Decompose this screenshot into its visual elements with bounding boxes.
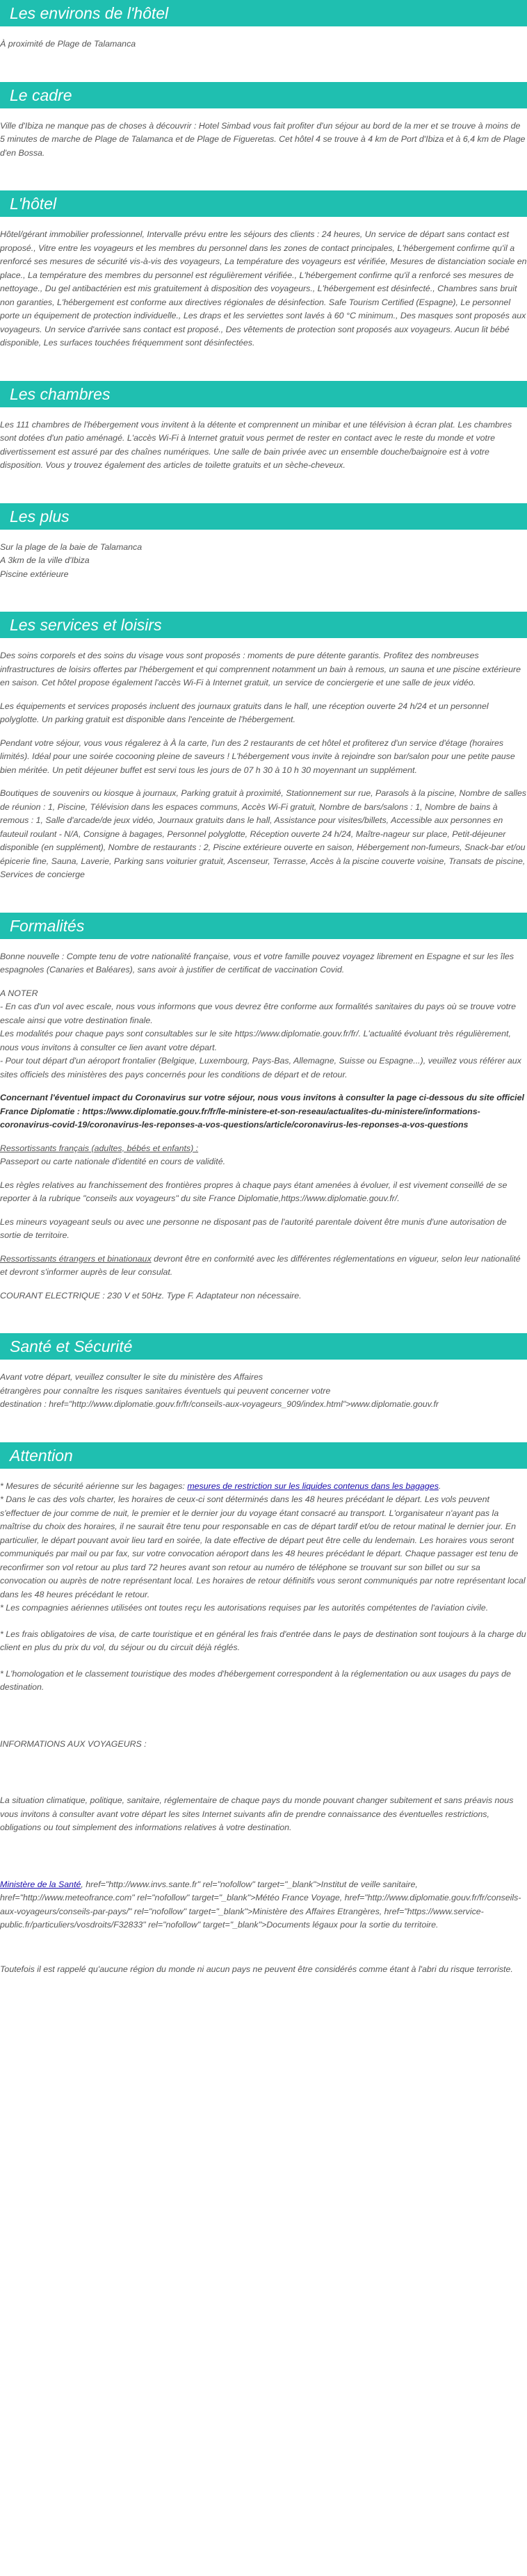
attention-bagages: * Mesures de sécurité aérienne sur les bagages: mesures de restriction sur les liquides contenus dans les bagages. <box>0 1481 441 1491</box>
section-attention <box>0 1442 527 1977</box>
section-title-attention: Attention <box>0 1442 527 1469</box>
attention-charter: * Dans le cas des vols charter, les horaires de ceux-ci sont déterminés dans les 48 heures précédant le départ. Les vols peuvent s'effectuer de jour comme de nuit, le premier et le dernier jour du voyage étant consacré au transport. L'organisateur n'ayant pas la maîtrise du choix des horaires, il ne saurait être tenu pour responsable en cas de départ tardif et/ou de retour matinal le dernier jour. En particulier, le départ pouvant avoir lieu tard en soirée, la date effective de départ peut être celle du lendemain. Les horaires vous seront communiqués par mail ou par fax, sur votre convocation aéroport dans les 48 heures précédant le départ. Chaque passager est tenu de reconfirmer son vol retour au plus tard 72 heures avant son retour au numéro de téléphone se trouvant sur son billet ou sur sa convocation ou auprès de notre représentant local. Les horaires de retour définitifs vous seront communiqués par notre représentant local dans les 48 heures précédant le retour. <box>0 1494 526 1599</box>
formalites-paragraph-1: Bonne nouvelle : Compte tenu de votre nationalité française, vous et votre famille pouvez voyagez librement en Espagne et sur les îles espagnoles (Canaries et Baléares), sans avoir à justifier de certificat de vaccination Covid. <box>0 951 514 975</box>
cadre-text: Ville d'Ibiza ne manque pas de choses à découvrir : Hotel Simbad vous fait profiter d'un séjour au bord de la mer et se trouve à moins de 5 minutes de marche de Plage de Talamanca et de Plage de Figueretas. Cet hôtel 4 se trouve à 4 km de Port d'Ibiza et à 6,4 km de Plage d'en Bossa. <box>0 120 526 158</box>
formalites-escale: - En cas d'un vol avec escale, nous vous informons que vous devrez être conforme aux formalités sanitaires du pays où se trouve votre escale ainsi que votre destination finale. <box>0 1002 517 1025</box>
plus-item: A 3km de la ville d'Ibiza <box>0 555 90 565</box>
services-paragraph-4: Boutiques de souvenirs ou kiosque à journaux, Parking gratuit à proximité, Stationnement sur rue, Parasols à la piscine, Nombre de salles de réunion : 1, Piscine, Télévision dans les espaces communs, Accès Wi-Fi gratuit, Nombre de bars/salons : 1, Nombre de bains à remous : 1, Salle d'arcade/de jeux vidéo, Journaux gratuits dans le hall, Assistance pour visites/billets, Accessible aux personnes en fauteuil roulant - N/A, Consigne à bagages, Personnel polyglotte, Réception ouverte 24 h/24, Maître-nageur sur place, Petit-déjeuner disponible (en supplément), Nombre de restaurants : 2, Piscine extérieure ouverte en saison, Hébergement non-fumeurs, Snack-bar et/ou épicerie fine, Sauna, Laverie, Parking sans voiturier gratuit, Ascenseur, Terrasse, Accès à la piscine couverte voisine, Transats de piscine, Services de concierge <box>0 788 526 879</box>
attention-text <box>0 1480 527 1977</box>
formalites-covid: Concernant l'éventuel impact du Coronavirus sur votre séjour, nous vous invitons à consulter la page ci-dessous du site officiel France Diplomatie : https://www.diplomatie.gouv.fr/fr/le-ministere-et-son-reseau/actualites-du-ministere/informations-coronavirus-covid-19/coronavirus-les-reponses-a-vos-questions/article/coronavirus-les-reponses-a-vos-questions <box>0 1093 524 1130</box>
attention-informations-label: INFORMATIONS AUX VOYAGEURS : <box>0 1738 147 1749</box>
section-environs <box>0 0 527 51</box>
formalites-courant: COURANT ELECTRIQUE : 230 V et 50Hz. Type F. Adaptateur non nécessaire. <box>0 1290 302 1301</box>
sante-text <box>0 1371 527 1412</box>
formalites-ressortissants-text: Passeport ou carte nationale d'identité en cours de validité. <box>0 1157 226 1166</box>
formalites-modalites: Les modalités pour chaque pays sont consultables sur le site https://www.diplomatie.gouv.fr/fr/. L'actualité évoluant très régulièrement, nous vous invitons à consulter ce lien avant votre départ. <box>0 1029 511 1052</box>
services-paragraph-3: Pendant votre séjour, vous vous régalerez à À la carte, l'un des 2 restaurants de cet hôtel et profiterez d'un service d'étage (horaires limités). Idéal pour une soirée cocooning pleine de saveurs ! L'hébergement vous invite à rejoindre son bar/salon pour une petite pause bien méritée. Un petit déjeuner buffet est servi tous les jours de 07 h 30 à 10 h 30 moyennant un supplément. <box>0 737 515 775</box>
section-cadre <box>0 82 527 161</box>
sante-line-2: étrangères pour connaître les risques sanitaires éventuels qui peuvent concerner votre <box>0 1385 331 1396</box>
section-services <box>0 612 527 882</box>
section-title-hotel: L'hôtel <box>0 190 527 217</box>
section-title-chambres: Les chambres <box>0 381 527 407</box>
attention-links: Ministère de la Santé, href="http://www.invs.sante.fr" rel="nofollow" target="_blank">Institut de veille sanitaire, href="http://www.meteofrance.com" rel="nofollow" target="_blank">Météo France Voyage, href="http://www.diplomatie.gouv.fr/fr/conseils-aux-voyageurs/conseils-par-pays/" rel="nofollow" target="_blank">Ministère des Affaires Etrangères, href="https://www.service-public.fr/particuliers/vosdroits/F32833" rel="nofollow" target="_blank">Documents légaux pour la sortie du territoire. <box>0 1879 521 1930</box>
services-paragraph-1: Des soins corporels et des soins du visage vous sont proposés : moments de pure détente garantis. Profitez des nombreuses infrastructures de loisirs offertes par l'hébergement et qui comprennent notamment un bain à remous, un sauna et une piscine extérieure en saison. Cet hôtel propose également l'accès Wi-Fi à Internet gratuit, un service de conciergerie et une salle de jeux vidéo. <box>0 651 521 687</box>
section-title-cadre: Le cadre <box>0 82 527 108</box>
attention-frais: * Les frais obligatoires de visa, de carte touristique et en général les frais d'entrée dans le pays de destination sont toujours à la charge du client en plus du prix du vol, du séjour ou du circuit déjà réglés. <box>0 1629 526 1652</box>
attention-compagnies: * Les compagnies aériennes utilisées ont toutes reçu les autorisations requises par les autorités compétentes de l'aviation civile. <box>0 1603 489 1613</box>
formalites-frontieres: Les règles relatives au franchissement des frontières propres à chaque pays étant amenées à évoluer, il est vivement conseillé de se reporter à la rubrique "conseils aux voyageurs" du site France Diplomatie,https://www.diplomatie.gouv.fr/. <box>0 1180 508 1203</box>
formalites-text <box>0 950 527 1303</box>
formalites-etrangers <box>0 1253 527 1280</box>
section-title-formalites: Formalités <box>0 913 527 939</box>
services-text <box>0 649 527 882</box>
section-plus <box>0 503 527 582</box>
formalites-etrangers-text: devront être en conformité avec les différentes réglementations en vigueur, selon leur nationalité et devront s'informer auprès de leur consulat. <box>0 1253 521 1277</box>
section-sante <box>0 1333 527 1412</box>
formalites-frontalier: - Pour tout départ d'un aéroport frontalier (Belgique, Luxembourg, Pays-Bas, Allemagne, Suisse ou Espagne...), veuillez vous référer aux sites officiels des ministères des pays concernés pour les conditions de départ et de retour. <box>0 1056 521 1079</box>
formalites-a-noter: A NOTER <box>0 988 38 998</box>
formalites-ressortissants-label: Ressortissants français (adultes, bébés et enfants) : <box>0 1143 199 1153</box>
formalites-mineurs: Les mineurs voyageant seuls ou avec une personne ne disposant pas de l'autorité parentale doivent être munis d'une autorisation de sortie de territoire. <box>0 1216 507 1240</box>
plus-item: Piscine extérieure <box>0 569 69 579</box>
plus-item: Sur la plage de la baie de Talamanca <box>0 541 143 552</box>
chambres-text: Les 111 chambres de l'hébergement vous invitent à la détente et comprennent un minibar et une télévision à écran plat. Les chambres sont dotées d'un patio aménagé. L'accès Wi-Fi à Internet gratuit vous permet de rester en contact avec le reste du monde et votre divertissement est assuré par des chaînes numériques. Une salle de bain privée avec un ensemble douche/baignoire est à votre disposition. Vous y trouvez également des articles de toilette gratuits et un sèche-cheveux. <box>0 419 512 470</box>
attention-terrorisme: Toutefois il est rappelé qu'aucune région du monde ni aucun pays ne peuvent être considérés comme étant à l'abri du risque terroriste. <box>0 1964 513 1974</box>
section-formalites <box>0 913 527 1303</box>
section-chambres <box>0 381 527 473</box>
section-title-plus: Les plus <box>0 503 527 530</box>
section-title-environs: Les environs de l'hôtel <box>0 0 527 26</box>
hotel-text: Hôtel/gérant immobilier professionnel, Intervalle prévu entre les séjours des clients : 24 heures, Un service de départ sans contact est proposé., Vitre entre les voyageurs et les membres du personnel dans les zones de contact principales, L'hébergement confirme qu'il a renforcé ses mesures de sécurité vis-à-vis des voyageurs, La température des voyageurs est vérifiée, Mesures de distanciation sociale en place., La température des membres du personnel est régulièrement vérifiée., L'hébergement confirme qu'il a renforcé ses mesures de nettoyage., Du gel antibactérien est mis gratuitement à disposition des voyageurs., L'hébergement est désinfecté., Chambres sans bruit non garanties, L'hébergement est conforme aux directives régionales de désinfection. Safe Tourism Certified (Espagne), Le personnel porte un équipement de protection individuelle., Les draps et les serviettes sont lavés à 60 °C minimum., Des masques sont proposés aux voyageurs. Un service d'arrivée sans contact est proposé., Des vêtements de protection sont proposés aux voyageurs. Aucun lit bébé disponible, Les surfaces touchées fréquemment sont désinfectées. <box>0 229 527 348</box>
attention-homologation: * L'homologation et le classement touristique des modes d'hébergement correspondent à la réglementation ou aux usages du pays de destination. <box>0 1668 511 1692</box>
section-title-sante: Santé et Sécurité <box>0 1333 527 1360</box>
attention-situation: La situation climatique, politique, sanitaire, réglementaire de chaque pays du monde pouvant changer subitement et sans préavis nous vous invitons à consulter avant votre départ les sites Internet suivants afin de prendre connaissance des éventuelles restrictions, obligations ou tout simplement des informations relatives à votre destination. <box>0 1795 514 1832</box>
formalites-etrangers-label: Ressortissants étrangers et binationaux <box>0 1253 152 1264</box>
section-hotel <box>0 190 527 350</box>
plus-list <box>0 541 527 582</box>
ministere-sante-link[interactable]: Ministère de la Santé <box>0 1879 81 1889</box>
sante-line-3: destination : href="http://www.diplomatie.gouv.fr/fr/conseils-aux-voyageurs_909/index.html">www.diplomatie.gouv.fr <box>0 1399 439 1409</box>
sante-line-1: Avant votre départ, veuillez consulter le site du ministère des Affaires <box>0 1372 264 1382</box>
liquides-restriction-link[interactable]: mesures de restriction sur les liquides contenus dans les bagages <box>187 1481 439 1491</box>
services-paragraph-2: Les équipements et services proposés incluent des journaux gratuits dans le hall, une réception ouverte 24 h/24 et un personnel polyglotte. Un parking gratuit est disponible dans l'enceinte de l'hébergement. <box>0 701 489 724</box>
section-title-services: Les services et loisirs <box>0 612 527 638</box>
environs-text: À proximité de Plage de Talamanca <box>0 39 136 49</box>
